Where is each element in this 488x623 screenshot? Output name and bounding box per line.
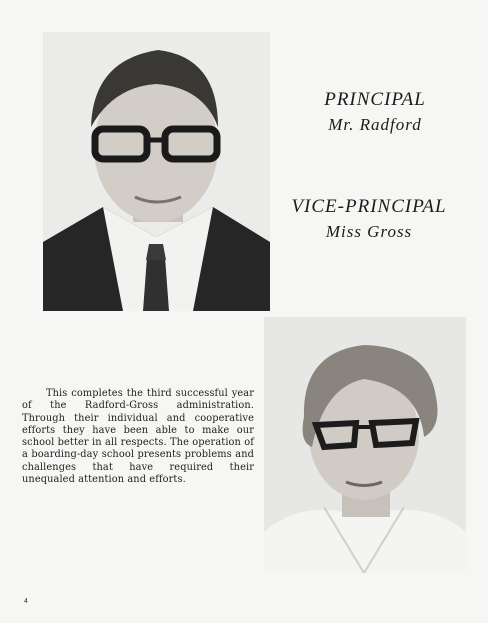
vice-principal-photo	[264, 317, 466, 573]
principal-name: Mr. Radford	[328, 115, 422, 134]
page-number: 4	[24, 598, 28, 605]
vice-principal-role: VICE-PRINCIPAL	[291, 196, 447, 217]
description-paragraph: This completes the third successful year of the Radford-Gross administration. Through their individual and cooperative efforts they have been able to make our school better in all respects. The operation of a boarding-day school presents problems and challenges that have required their unequaled attention and efforts.	[22, 388, 254, 486]
vice-principal-title-block	[278, 196, 460, 244]
principal-photo	[43, 32, 270, 311]
vice-principal-name: Miss Gross	[325, 222, 413, 241]
principal-role: PRINCIPAL	[324, 89, 426, 110]
principal-title-block	[300, 89, 450, 137]
